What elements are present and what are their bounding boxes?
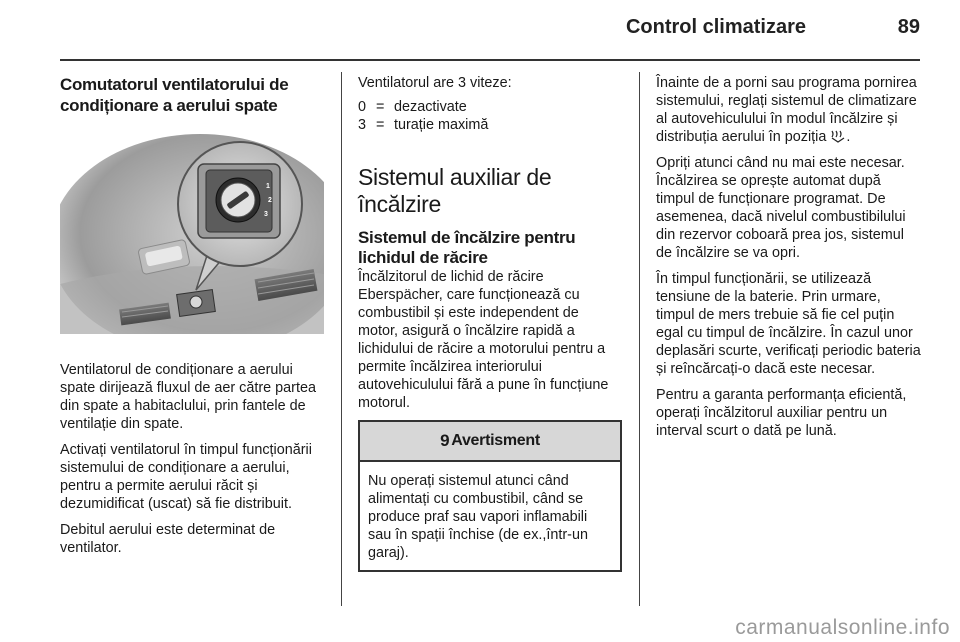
fan-speed-label-2: 2	[268, 197, 272, 204]
section-heading-rear-fan: Comutatorul ventilatorului de condiționare a aerului spate	[60, 75, 289, 115]
paragraph: Activați ventilatorul în timpul funcționării sistemului de condiționare a aerului, pentru a permite aerului răcit și dezumidificat (uscat) să fie distribuit.	[60, 442, 312, 512]
speed-equals: =	[376, 117, 385, 133]
fan-speed-label-1: 1	[266, 183, 270, 190]
speed-label: turație maximă	[394, 117, 489, 133]
page-number: 89	[897, 16, 920, 38]
warning-triangle-icon: 9	[440, 431, 450, 450]
speeds-intro: Ventilatorul are 3 viteze:	[358, 75, 512, 91]
column-divider-1	[341, 72, 342, 606]
paragraph-end: .	[846, 129, 851, 145]
subheading-coolant-heating: Sistemul de încălzire pentru lichidul de răcire	[358, 228, 576, 267]
rear-fan-switch-small	[177, 290, 216, 317]
zoom-circle	[178, 142, 302, 266]
column-1	[60, 74, 324, 565]
warning-title: Avertisment	[451, 432, 540, 449]
speed-number: 0	[358, 99, 367, 115]
speed-row	[358, 116, 622, 134]
section-heading-auxiliary-heating: Sistemul auxiliar de încălzire	[358, 164, 552, 217]
paragraph: Pentru a garanta performanța eficientă, operați încălzitorul auxiliar pentru un interval scurt o dată pe lună.	[656, 387, 907, 439]
paragraph-with-icon	[656, 74, 922, 146]
speed-equals: =	[376, 99, 385, 115]
warning-box	[358, 420, 622, 572]
column-3	[656, 74, 922, 448]
column-divider-2	[639, 72, 640, 606]
speed-number: 3	[358, 117, 367, 133]
speed-label: dezactivate	[394, 99, 467, 115]
fan-speed-label-3: 3	[264, 211, 268, 218]
paragraph: Ventilatorul de condiționare a aerului spate dirijează fluxul de aer către partea din spate a habitaclului, prin fantele de ventilație din spate.	[60, 362, 316, 432]
header-rule	[60, 59, 920, 61]
warning-header	[360, 422, 620, 462]
air-distribution-footwell-icon	[830, 129, 846, 143]
paragraph: Încălzitorul de lichid de răcire Eberspächer, care funcționează cu combustibil și este independent de motor, asigură o încălzire rapidă a lichidului de răcire a motorului pentru a permite încălzirea interiorului autovehiculului fără a pune în funcțiune motorul.	[358, 269, 609, 411]
paragraph: În timpul funcționării, se utilizează tensiune de la baterie. Prin urmare, timpul de mers trebuie să fie cel puțin egal cu timpul de încălzire. În cazul unor deplasări scurte, verificați periodic bateria și reîncărcați-o dacă este necesar.	[656, 271, 921, 377]
paragraph: Debitul aerului este determinat de ventilator.	[60, 522, 276, 556]
speed-list	[358, 98, 622, 134]
page-header-title: Control climatizare	[625, 16, 806, 38]
paragraph-text: Înainte de a porni sau programa pornirea sistemului, reglați sistemul de climatizare al autovehiculului în modul încălzire și distribuția aerului în poziția	[656, 75, 917, 145]
paragraph: Opriți atunci când nu mai este necesar. Încălzirea se oprește automat după timpul de funcționare programat. De asemenea, dacă nivelul combustibilului din rezervor coboară prea jos, sistemul de încălzire se va opri.	[656, 155, 906, 261]
speed-row	[358, 98, 622, 116]
rear-fan-switch-illustration	[60, 134, 324, 334]
column-2	[358, 74, 622, 572]
warning-body: Nu operați sistemul atunci când alimentați cu combustibil, când se produce praf sau vapori inflamabili sau în spații închise (de ex.,într-un garaj).	[368, 473, 588, 561]
watermark: carmanualsonline.info	[735, 616, 950, 639]
